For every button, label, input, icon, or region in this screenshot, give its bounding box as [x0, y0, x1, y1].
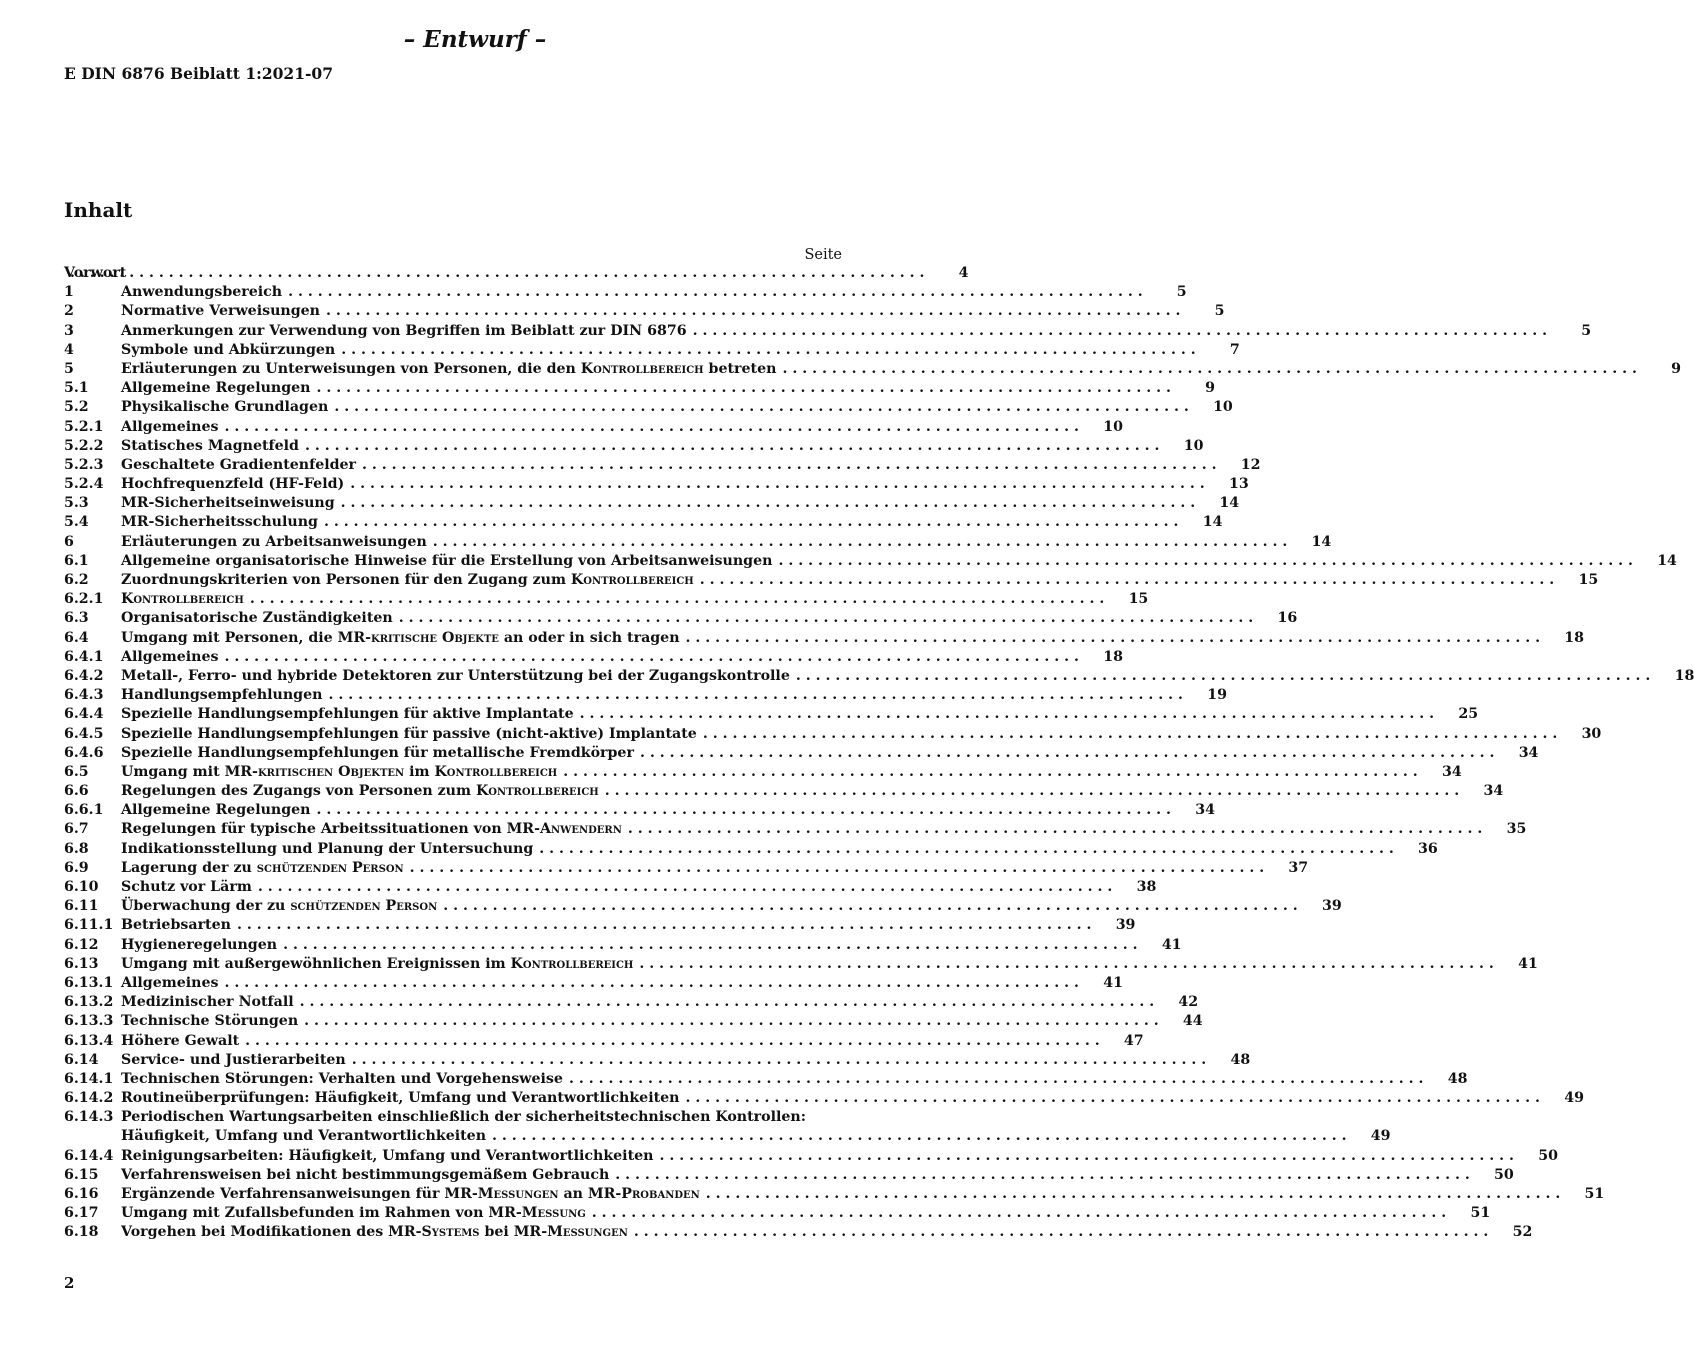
dot-leader [362, 456, 1217, 475]
dot-leader [605, 782, 1460, 801]
toc-entry[interactable] [64, 571, 1599, 590]
toc-entry-number: 6.7 [64, 821, 89, 838]
toc-entry-number: 6.6 [64, 783, 89, 800]
dot-leader [539, 840, 1394, 859]
toc-entry-number: 6.5 [64, 763, 89, 780]
toc-entry-page: 44 [1182, 1013, 1203, 1030]
toc-entry[interactable] [64, 763, 1462, 782]
toc-entry-title: Ergänzende Verfahrensanweisungen für MR-Messungen an MR-Probanden [121, 1186, 700, 1202]
toc-entry-page: 16 [1277, 610, 1298, 627]
dot-leader [70, 264, 925, 283]
dot-leader [326, 302, 1181, 321]
toc-entry-title: Umgang mit außergewöhnlichen Ereignissen im Kontrollbereich [121, 955, 634, 972]
toc-entry[interactable] [64, 437, 1204, 456]
toc-entry[interactable] [64, 590, 1149, 609]
dot-leader [580, 705, 1435, 724]
toc-entry-page: 47 [1123, 1032, 1144, 1049]
document-id: E DIN 6876 Beiblatt 1:2021-07 [64, 64, 333, 83]
toc-entry[interactable] [64, 1012, 1203, 1031]
toc-entry-page: 48 [1230, 1051, 1251, 1068]
toc-entry-title: Indikationsstellung und Planung der Untersuchung [121, 840, 534, 857]
toc-entry[interactable] [64, 609, 1298, 628]
toc-entry[interactable]: Vorwort . . . 4 [64, 264, 842, 283]
dot-leader [615, 1166, 1470, 1185]
toc-entry[interactable] [64, 840, 1438, 859]
toc-entry[interactable] [64, 1204, 1491, 1223]
toc-entry-page: 5 [1581, 322, 1592, 339]
toc-entry-page: 36 [1418, 840, 1438, 857]
dot-leader [703, 725, 1558, 744]
toc-entry-number: 6.14.1 [64, 1070, 114, 1087]
toc-entry-title: Metall-, Ferro- und hybride Detektoren zur Unterstützung bei der Zugangskontrolle [121, 667, 790, 684]
toc-entry-title: Spezielle Handlungsempfehlungen für passive (nicht-aktive) Implantate [121, 725, 697, 742]
toc-entry-page: 34 [1518, 744, 1539, 761]
toc-entry-title: Routineüberprüfungen: Häufigkeit, Umfang und Verantwortlichkeiten [121, 1090, 680, 1107]
toc-entry[interactable] [64, 418, 1123, 437]
toc-entry-page: 50 [1538, 1147, 1558, 1164]
toc-entry-title: Überwachung der zu schützenden Person [121, 898, 438, 915]
toc-entry-title: Technische Störungen [121, 1013, 299, 1030]
toc-entry-number: 2 [64, 303, 74, 320]
toc-entry-number: 6.4.1 [64, 648, 104, 665]
dot-leader [304, 1012, 1159, 1031]
dot-leader [700, 571, 1555, 590]
toc-entry[interactable] [64, 1032, 1144, 1051]
toc-entry-page: 18 [1564, 629, 1585, 646]
toc-entry-title: Vorgehen bei Modifikationen des MR-Systems bei MR-Messungen [121, 1224, 628, 1241]
toc-entry-number: 5.2 [64, 399, 89, 416]
toc-entry-title: Handlungsempfehlungen [121, 687, 323, 704]
toc-entry-title: Umgang mit Personen, die MR-kritische Objekte an oder in sich tragen [121, 629, 680, 646]
toc-entry-page: 34 [1442, 763, 1462, 780]
toc-entry[interactable] [64, 974, 1123, 993]
toc-entry-title: Allgemeine organisatorische Hinweise für die Erstellung von Arbeitsanweisungen [121, 552, 773, 569]
dot-leader [225, 974, 1080, 993]
toc-entry-number: 6.13.2 [64, 994, 114, 1011]
toc-entry-title: Symbole und Abkürzungen [121, 341, 336, 358]
toc-entry-title: Medizinischer Notfall [121, 994, 294, 1011]
toc-entry[interactable] [64, 1127, 1391, 1146]
toc-entry-page: 18 [1674, 667, 1694, 684]
toc-entry-number: 6.14.2 [64, 1090, 114, 1107]
toc-entry[interactable] [64, 1108, 842, 1127]
dot-leader [305, 437, 1160, 456]
toc-entry-number: 6.4.2 [64, 667, 104, 684]
toc-entry-number: 6.10 [64, 879, 99, 895]
toc-entry-number: 6.4.3 [64, 687, 104, 704]
toc-entry-page: 10 [1103, 418, 1123, 435]
toc-entry[interactable] [64, 955, 1538, 974]
toc-entry[interactable] [64, 475, 1249, 494]
toc-entry-title: Hygieneregelungen [121, 936, 278, 953]
toc-entry-number: 6.13.1 [64, 974, 114, 991]
toc-entry-page: 51 [1584, 1186, 1605, 1202]
toc-entry-number: 6.9 [64, 859, 89, 876]
toc-entry-number: 6.14 [64, 1051, 99, 1068]
toc-entry[interactable] [64, 897, 1342, 916]
dot-leader [639, 955, 1494, 974]
toc-entry-number: 5.2.1 [64, 418, 104, 435]
dot-leader [778, 552, 1633, 571]
dot-leader [693, 322, 1548, 341]
toc-entry-number: 6.13 [64, 955, 99, 972]
toc-entry-page: 39 [1321, 898, 1342, 915]
toc-entry-page: 42 [1178, 994, 1199, 1011]
toc-entry-page: 30 [1581, 725, 1602, 742]
toc-heading: Inhalt [64, 198, 133, 222]
toc-entry-title: Umgang mit MR-kritischen Objekten im Kontrollbereich [121, 763, 558, 780]
dot-leader [563, 763, 1418, 782]
toc-entry-title: Periodischen Wartungsarbeiten einschließlich der sicherheitstechnischen Kontrollen: [121, 1109, 806, 1126]
toc-entry-number: 6.13.3 [64, 1013, 114, 1030]
toc-entry-number: 6.2 [64, 572, 89, 588]
dot-leader [300, 993, 1155, 1012]
dot-leader [634, 1223, 1489, 1242]
toc-entry-title: Erläuterungen zu Unterweisungen von Personen, die den Kontrollbereich betreten [121, 360, 777, 377]
dot-leader [283, 936, 1138, 955]
toc-entry-page: 37 [1288, 859, 1309, 876]
toc-entry[interactable] [64, 725, 1602, 744]
dot-leader [686, 629, 1541, 648]
toc-entry-title: Allgemeine Regelungen [121, 380, 311, 397]
dot-leader [410, 859, 1265, 878]
toc-entry[interactable] [64, 552, 1677, 571]
toc-entry-page: 9 [1671, 360, 1681, 377]
toc-entry-title: Höhere Gewalt [121, 1032, 240, 1049]
toc-entry-title: Technischen Störungen: Verhalten und Vorgehensweise [121, 1070, 563, 1087]
dot-leader [350, 475, 1205, 494]
toc-entry-number: 6.15 [64, 1166, 99, 1183]
toc-entry-title: Anwendungsbereich [121, 284, 283, 301]
toc-entry-number: 5 [64, 360, 74, 377]
toc-entry-page: 34 [1483, 783, 1504, 800]
toc-entry[interactable] [64, 801, 1215, 820]
toc-entry-number: 5.2.3 [64, 456, 104, 473]
table-of-contents [64, 264, 1694, 1243]
toc-entry[interactable] [64, 494, 1240, 513]
toc-entry-page: 41 [1161, 936, 1182, 953]
toc-entry-page: 49 [1370, 1128, 1391, 1145]
toc-entry-page: 35 [1506, 821, 1527, 838]
toc-entry[interactable] [64, 341, 1240, 360]
toc-entry-page: 5 [1176, 284, 1187, 301]
toc-entry-number: 5.3 [64, 495, 89, 512]
dot-leader [492, 1127, 1347, 1146]
toc-entry-number: 6.1 [64, 552, 89, 569]
dot-leader [341, 341, 1196, 360]
toc-entry-title: MR-Sicherheitsschulung [121, 514, 318, 531]
dot-leader [782, 360, 1637, 379]
toc-entry-title: Kontrollbereich [121, 591, 244, 608]
dot-leader [324, 513, 1179, 532]
toc-entry-title: Anmerkungen zur Verwendung von Begriffen im Beiblatt zur DIN 6876 [121, 322, 687, 339]
toc-entry-page: 12 [1240, 456, 1261, 473]
dot-leader [399, 609, 1254, 628]
dot-leader [592, 1204, 1447, 1223]
toc-entry-number: 3 [64, 322, 74, 339]
toc-entry[interactable] [64, 782, 1504, 801]
toc-entry-title: Organisatorische Zuständigkeiten [121, 610, 393, 627]
dot-leader [328, 686, 1183, 705]
dot-leader [443, 897, 1298, 916]
dot-leader [317, 379, 1172, 398]
toc-entry-title: Reinigungsarbeiten: Häufigkeit, Umfang und Verantwortlichkeiten [121, 1147, 654, 1164]
toc-entry-title: Allgemeine Regelungen [121, 802, 311, 819]
dot-leader [334, 398, 1189, 417]
toc-entry[interactable] [64, 283, 1187, 302]
toc-entry-title: Regelungen des Zugangs von Personen zum Kontrollbereich [121, 783, 599, 800]
dot-leader [225, 418, 1080, 437]
dot-leader [640, 744, 1495, 763]
toc-entry-title: Spezielle Handlungsempfehlungen für aktive Implantate [121, 706, 574, 723]
toc-entry-page: 15 [1578, 572, 1599, 588]
toc-entry[interactable] [64, 993, 1199, 1012]
dot-leader [317, 801, 1172, 820]
dot-leader [237, 916, 1092, 935]
toc-entry-number: 6.4.5 [64, 725, 104, 742]
toc-entry[interactable] [64, 360, 1681, 379]
toc-entry[interactable] [64, 1147, 1558, 1166]
toc-entry-page: 14 [1657, 552, 1677, 569]
toc-entry-title: Normative Verweisungen [121, 303, 320, 320]
toc-entry-page: 14 [1311, 533, 1332, 550]
toc-entry-title: Service- und Justierarbeiten [121, 1051, 346, 1068]
toc-entry-number: 6.4.4 [64, 706, 104, 723]
toc-entry[interactable] [64, 859, 1309, 878]
toc-entry-number: 6.4 [64, 629, 89, 646]
dot-leader [250, 590, 1105, 609]
toc-entry[interactable] [64, 1185, 1605, 1204]
toc-entry-title: Regelungen für typische Arbeitssituationen von MR-Anwendern [121, 821, 622, 838]
toc-entry-title: Hochfrequenzfeld (HF-Feld) [121, 476, 345, 493]
page-column-label: Seite [804, 247, 842, 263]
toc-entry-number: 5.4 [64, 514, 89, 531]
toc-entry[interactable] [64, 1051, 1251, 1070]
toc-entry-title: Allgemeines [121, 418, 219, 435]
toc-entry-number: 6.4.6 [64, 744, 104, 761]
toc-entry[interactable] [64, 1089, 1584, 1108]
toc-entry-page: 50 [1494, 1166, 1514, 1183]
toc-entry-number: 6.8 [64, 840, 89, 857]
dot-leader [288, 283, 1143, 302]
toc-entry[interactable] [64, 1070, 1468, 1089]
toc-entry[interactable] [64, 629, 1585, 648]
toc-entry-title: Allgemeines [121, 648, 219, 665]
toc-entry-number: 4 [64, 341, 74, 358]
toc-entry-number: 6.17 [64, 1205, 99, 1222]
toc-entry[interactable] [64, 322, 1592, 341]
toc-entry-title: Zuordnungskriterien von Personen für den Zugang zum Kontrollbereich [121, 572, 694, 588]
toc-entry-title: MR-Sicherheitseinweisung [121, 495, 335, 512]
toc-entry-page: 25 [1458, 706, 1479, 723]
toc-entry[interactable] [64, 686, 1227, 705]
dot-leader [686, 1089, 1541, 1108]
toc-entry-title: Physikalische Grundlagen [121, 399, 329, 416]
toc-entry-page: 18 [1103, 648, 1123, 665]
dot-leader [569, 1070, 1424, 1089]
toc-entry[interactable] [64, 513, 1223, 532]
toc-entry-number: 6.12 [64, 936, 99, 953]
toc-entry-page: 34 [1195, 802, 1215, 819]
toc-entry-title: Lagerung der zu schützenden Person [121, 859, 404, 876]
toc-entry-title: Schutz vor Lärm [121, 879, 252, 895]
toc-entry-number: 5.2.4 [64, 476, 104, 493]
toc-entry-title: Betriebsarten [121, 917, 231, 934]
toc-entry-title: Häufigkeit, Umfang und Verantwortlichkeiten [121, 1128, 487, 1145]
toc-entry-title: Umgang mit Zufallsbefunden im Rahmen von MR-Messung [121, 1205, 586, 1222]
toc-entry[interactable] [64, 1166, 1514, 1185]
toc-entry[interactable] [64, 398, 1233, 417]
toc-entry-title: Spezielle Handlungsempfehlungen für metallische Fremdkörper [121, 744, 634, 761]
toc-entry-page: 14 [1202, 514, 1223, 531]
toc-entry[interactable] [64, 936, 1182, 955]
toc-entry[interactable] [64, 878, 1157, 897]
draft-label: – Entwurf – [403, 26, 547, 53]
dot-leader [659, 1147, 1514, 1166]
dot-leader [341, 494, 1196, 513]
toc-entry-number: 6.13.4 [64, 1032, 114, 1049]
toc-entry[interactable] [64, 1223, 1533, 1242]
toc-entry-page: 48 [1447, 1070, 1468, 1087]
toc-entry-page: 13 [1228, 476, 1249, 493]
toc-entry-title: Verfahrensweisen bei nicht bestimmungsgemäßem Gebrauch [121, 1166, 610, 1183]
toc-entry-page: 51 [1470, 1205, 1491, 1222]
toc-entry-title: Erläuterungen zu Arbeitsanweisungen [121, 533, 427, 550]
dot-leader [258, 878, 1113, 897]
toc-entry[interactable] [64, 379, 1215, 398]
dot-leader [706, 1185, 1561, 1204]
toc-entry-page: 14 [1219, 495, 1240, 512]
page-number: 2 [64, 1274, 75, 1292]
toc-entry[interactable] [64, 744, 1539, 763]
toc-entry-page: 9 [1205, 380, 1215, 397]
toc-entry-page: 5 [1214, 303, 1225, 320]
toc-entry-number: 6.6.1 [64, 802, 104, 819]
toc-entry-title: Allgemeines [121, 974, 219, 991]
toc-entry-page: 15 [1128, 591, 1149, 608]
toc-entry-number: 6.3 [64, 610, 89, 627]
toc-entry[interactable] [64, 916, 1136, 935]
toc-entry-title: Geschaltete Gradientenfelder [121, 456, 357, 473]
toc-entry-number: 6 [64, 533, 74, 550]
toc-entry-number: 6.11 [64, 898, 99, 915]
toc-entry-page: 52 [1512, 1224, 1533, 1241]
toc-entry-page: 19 [1207, 687, 1227, 704]
toc-entry-title: Statisches Magnetfeld [121, 437, 299, 454]
toc-entry-number: 1 [64, 284, 74, 301]
toc-entry[interactable] [64, 302, 1225, 321]
toc-entry-number: 6.2.1 [64, 591, 104, 608]
toc-entry-page: 41 [1518, 955, 1538, 972]
toc-entry[interactable] [64, 648, 1123, 667]
toc-entry[interactable] [64, 705, 1479, 724]
toc-entry-number: 6.14.4 [64, 1147, 114, 1164]
toc-entry-page: 39 [1115, 917, 1136, 934]
dot-leader [433, 533, 1288, 552]
toc-entry-number: 5.1 [64, 380, 89, 397]
toc-entry-page: 7 [1229, 341, 1240, 358]
toc-entry[interactable] [64, 667, 1694, 686]
toc-entry-page: 10 [1183, 437, 1204, 454]
toc-entry[interactable] [64, 533, 1332, 552]
dot-leader [245, 1032, 1100, 1051]
toc-entry-number: 6.18 [64, 1224, 99, 1241]
toc-entry-number: 6.11.1 [64, 917, 114, 934]
toc-entry-number: 6.14.3 [64, 1109, 114, 1126]
toc-entry-page: 4 [958, 265, 969, 281]
dot-leader [225, 648, 1080, 667]
toc-entry-page: 38 [1136, 879, 1157, 895]
toc-entry[interactable] [64, 456, 1261, 475]
toc-entry-page: 49 [1564, 1090, 1584, 1107]
toc-entry-page: 41 [1103, 974, 1123, 991]
toc-entry[interactable] [64, 820, 1527, 839]
toc-entry-number: 6.16 [64, 1186, 99, 1202]
toc-entry-number: 5.2.2 [64, 437, 104, 454]
dot-leader [628, 820, 1483, 839]
toc-entry-page: 10 [1213, 399, 1233, 416]
dot-leader [796, 667, 1651, 686]
dot-leader [352, 1051, 1207, 1070]
